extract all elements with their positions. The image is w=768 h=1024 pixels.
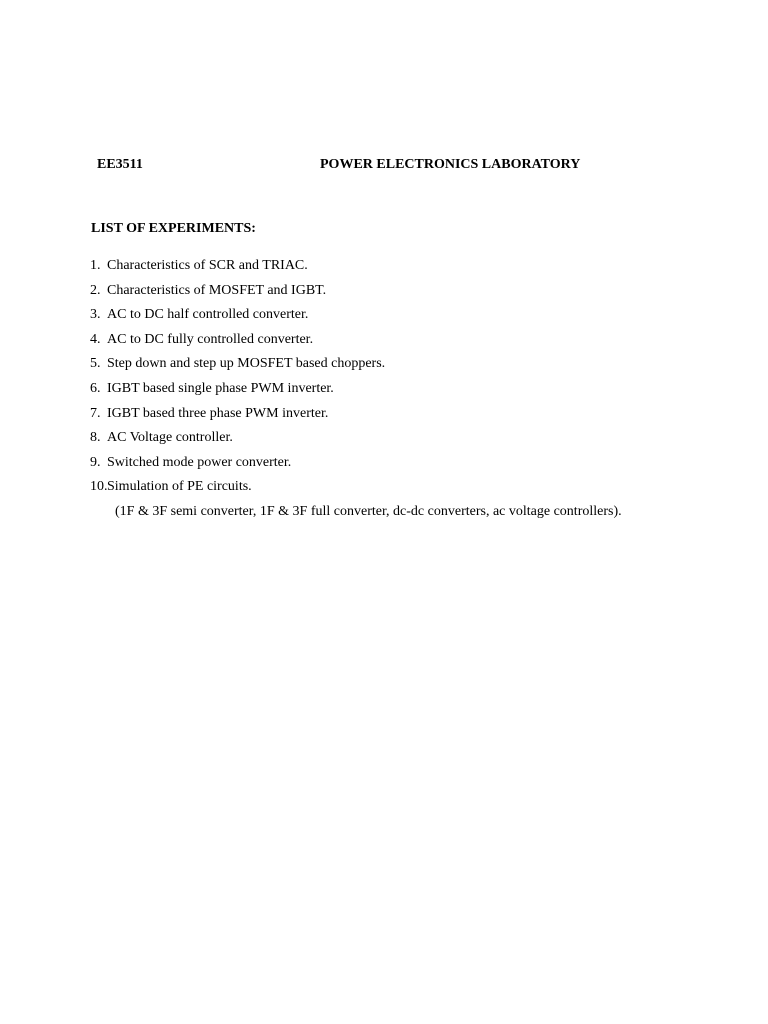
item-number: 3. [90,307,101,323]
list-item [90,352,622,377]
list-item [90,377,622,402]
list-item [90,402,622,427]
item-number: 6. [90,380,101,396]
item-number: 5. [90,356,101,372]
item-number: 8. [90,430,101,446]
list-item [90,303,622,328]
experiment-note: (1F & 3F semi converter, 1F & 3F full converter, dc-dc converters, ac voltage controllers). [115,503,622,519]
item-text: Step down and step up MOSFET based choppers. [107,356,386,372]
list-item [90,254,622,279]
item-text: Characteristics of SCR and TRIAC. [107,258,308,273]
item-number: 9. [90,454,101,470]
experiment-list [90,254,622,525]
list-item [90,328,622,353]
item-number: 2. [90,282,101,298]
item-number: 4. [90,331,101,347]
item-text: Switched mode power converter. [107,454,292,470]
item-number: 10. [90,479,108,495]
item-number: 7. [90,405,101,421]
list-item [90,451,622,476]
section-heading: LIST OF EXPERIMENTS: [91,221,256,236]
list-item [90,279,622,304]
course-code: EE3511 [97,157,143,172]
item-text: IGBT based single phase PWM inverter. [107,380,334,396]
item-text: Simulation of PE circuits. [107,479,252,495]
item-text: Characteristics of MOSFET and IGBT. [107,282,327,298]
item-text: AC to DC fully controlled converter. [107,331,314,347]
list-item [90,426,622,451]
item-text: AC to DC half controlled converter. [107,307,309,323]
course-title: POWER ELECTRONICS LABORATORY [320,157,581,172]
item-text: IGBT based three phase PWM inverter. [107,405,329,421]
item-number: 1. [90,258,101,273]
list-item [90,475,622,500]
item-text: AC Voltage controller. [107,430,233,446]
